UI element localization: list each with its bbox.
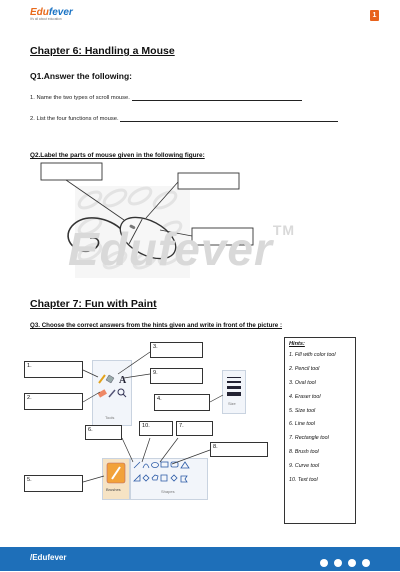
hint-item: 6. Line tool (289, 421, 315, 428)
size-group-label: Size (228, 401, 236, 406)
q3-title: Q3. Choose the correct answers from the hints given and write in front of the picture : (30, 322, 283, 329)
twitter-icon[interactable] (362, 559, 370, 567)
svg-text:A: A (119, 375, 127, 386)
logo-prefix: Edu (30, 7, 49, 18)
shapes-group-label: Shapes (161, 489, 175, 494)
answer-box-5[interactable]: 5. (24, 475, 83, 492)
mouse-label-box-1 (41, 163, 102, 180)
tools-group-label: Tools (105, 415, 115, 420)
q1-answer-line-2[interactable] (120, 115, 338, 122)
answer-box-8[interactable]: 8. (210, 442, 268, 457)
facebook-icon[interactable] (334, 559, 342, 567)
q1-item-1-text: 1. Name the two types of scroll mouse. (30, 95, 130, 101)
answer-box-3[interactable]: 3. (150, 342, 203, 358)
chapter6-title: Chapter 6: Handling a Mouse (30, 45, 175, 57)
hint-item: 5. Size tool (289, 407, 316, 414)
q1-item-2 (30, 115, 375, 122)
logo-tagline: It's all about education (30, 17, 62, 21)
hint-item: 9. Curve tool (289, 463, 320, 470)
hint-item: 3. Oval tool (289, 379, 316, 386)
hint-item: 7. Rectangle tool (289, 435, 329, 442)
brushes-group-label: Brushes (106, 487, 121, 492)
hint-item: 10. Text tool (289, 477, 318, 484)
answer-box-1[interactable]: 1. (24, 361, 83, 378)
answer-box-10[interactable]: 10. (139, 421, 173, 436)
instagram-icon[interactable] (320, 559, 328, 567)
watermark-tm: TM (272, 222, 296, 238)
page-number-badge: 1 (370, 10, 379, 21)
answer-box-2[interactable]: 2. (24, 393, 83, 410)
q1-answer-line-1[interactable] (132, 94, 302, 101)
answer-box-7[interactable]: 7. (176, 421, 213, 436)
hint-item: 4. Eraser tool (289, 393, 321, 400)
footer-bar (0, 547, 400, 571)
answer-box-4[interactable]: 4. (154, 394, 210, 411)
q1-item-2-text: 2. List the four functions of mouse. (30, 116, 119, 122)
watermark (68, 222, 295, 276)
mouse-label-box-2 (178, 173, 239, 189)
q2-title: Q2.Label the parts of mouse given in the following figure: (30, 152, 205, 159)
q1-item-1 (30, 94, 370, 101)
footer-handle[interactable]: /Edufever (30, 553, 67, 562)
edufever-logo (30, 7, 72, 23)
hints-title: Hints: (289, 341, 305, 347)
answer-box-9[interactable]: 9. (150, 368, 203, 384)
q1-title: Q1.Answer the following: (30, 71, 133, 81)
answer-box-6[interactable]: 6. (85, 425, 122, 440)
logo-suffix: fever (48, 7, 73, 18)
chapter7-title: Chapter 7: Fun with Paint (30, 298, 157, 310)
watermark-text: Edufever (68, 223, 273, 275)
hint-item: 8. Brush tool (289, 449, 319, 456)
hint-item: 1. Fill with color tool (289, 352, 336, 358)
youtube-icon[interactable] (348, 559, 356, 567)
social-icons (319, 554, 370, 572)
hints-panel (284, 337, 356, 524)
hint-item: 2. Pencil tool (289, 365, 320, 372)
